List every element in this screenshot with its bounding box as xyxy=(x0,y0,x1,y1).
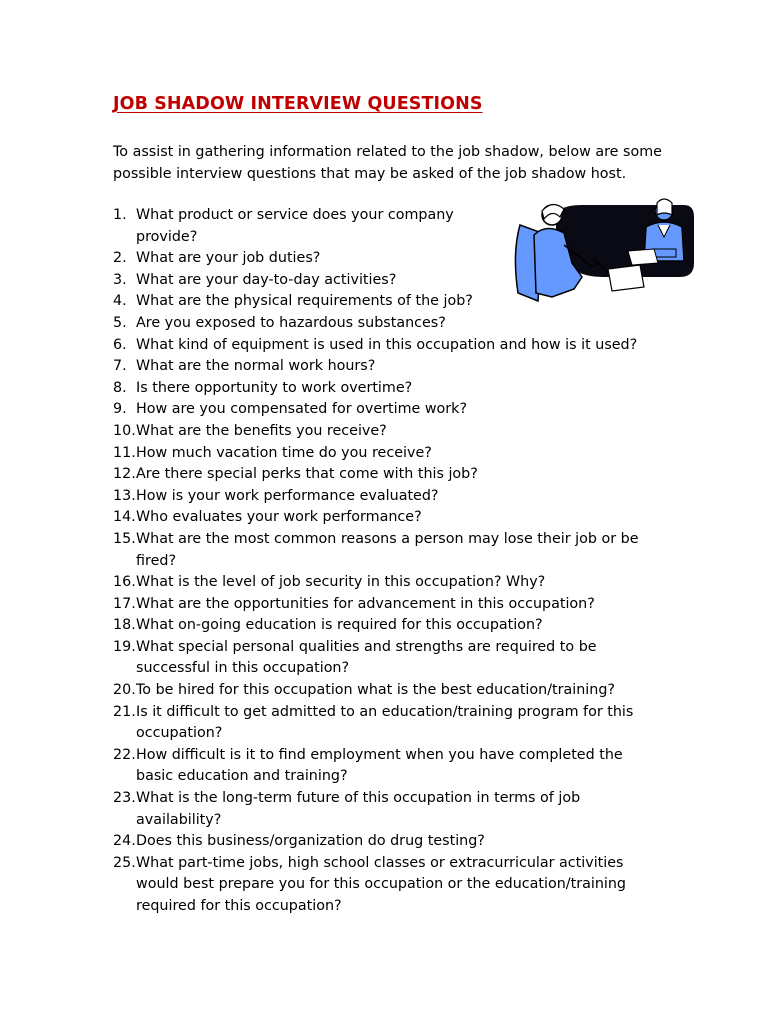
question-number: 7. xyxy=(113,358,127,375)
question-number: 3. xyxy=(113,271,127,288)
question-number: 19. xyxy=(113,638,136,655)
question-number: 4. xyxy=(113,293,127,310)
question-item xyxy=(113,702,658,745)
question-text: What on-going education is required for this occupation? xyxy=(136,617,543,634)
question-item xyxy=(113,248,658,270)
question-number: 1. xyxy=(113,207,127,223)
question-number: 11. xyxy=(113,444,136,461)
question-item xyxy=(113,399,658,421)
question-item xyxy=(113,205,658,248)
question-text: Does this business/organization do drug testing? xyxy=(136,833,485,850)
question-text: Is there opportunity to work overtime? xyxy=(136,379,413,396)
question-number: 10. xyxy=(113,422,136,439)
question-number: 17. xyxy=(113,595,136,612)
question-number: 8. xyxy=(113,379,127,396)
question-item xyxy=(113,615,658,637)
question-number: 21. xyxy=(113,703,136,720)
question-item xyxy=(113,443,658,465)
question-number: 9. xyxy=(113,401,127,418)
question-item xyxy=(113,464,658,486)
question-number: 23. xyxy=(113,790,136,807)
question-item xyxy=(113,637,658,680)
question-number: 16. xyxy=(113,574,136,591)
question-text: What are your job duties? xyxy=(136,250,321,267)
question-text: What are the physical requirements of the job? xyxy=(136,293,473,310)
question-text: Are there special perks that come with this job? xyxy=(136,466,478,483)
question-item xyxy=(113,594,658,616)
question-item xyxy=(113,486,658,508)
question-number: 6. xyxy=(113,336,127,353)
question-text: What are the most common reasons a person may lose their job or be fired? xyxy=(136,530,639,569)
question-number: 24. xyxy=(113,833,136,850)
question-number: 13. xyxy=(113,487,136,504)
intro-paragraph: To assist in gathering information related to the job shadow, below are some possible interview questions that may be asked of the job shadow host. xyxy=(113,144,662,182)
question-text: Are you exposed to hazardous substances? xyxy=(136,314,446,331)
question-item xyxy=(113,572,658,594)
question-item xyxy=(113,529,658,572)
question-item xyxy=(113,335,658,357)
question-item xyxy=(113,853,658,918)
question-text: Is it difficult to get admitted to an education/training program for this occupation? xyxy=(136,703,634,742)
question-text: What are the normal work hours? xyxy=(136,358,376,375)
question-number: 14. xyxy=(113,509,136,526)
question-text: What are your day-to-day activities? xyxy=(136,271,397,288)
question-number: 5. xyxy=(113,314,127,331)
question-item xyxy=(113,421,658,443)
question-number: 12. xyxy=(113,466,136,483)
question-item xyxy=(113,507,658,529)
question-text: How is your work performance evaluated? xyxy=(136,487,439,504)
question-text: What is the long-term future of this occupation in terms of job availability? xyxy=(136,790,581,828)
question-text: To be hired for this occupation what is the best education/training? xyxy=(136,682,615,699)
question-list xyxy=(113,205,658,918)
question-text: How much vacation time do you receive? xyxy=(136,444,432,461)
question-text: What product or service does your company provide? xyxy=(136,207,454,245)
question-item xyxy=(113,378,658,400)
question-text: Who evaluates your work performance? xyxy=(136,509,422,526)
question-text: What are the opportunities for advancement in this occupation? xyxy=(136,595,595,612)
question-item xyxy=(113,680,658,702)
question-item xyxy=(113,356,658,378)
question-text: What is the level of job security in this occupation? Why? xyxy=(136,574,546,591)
question-item xyxy=(113,313,658,335)
question-text: What kind of equipment is used in this occupation and how is it used? xyxy=(136,336,638,353)
page-title: JOB SHADOW INTERVIEW QUESTIONS xyxy=(113,94,483,114)
question-text: What special personal qualities and strengths are required to be successful in this occupation? xyxy=(136,638,597,677)
question-item xyxy=(113,291,658,313)
question-number: 2. xyxy=(113,250,127,267)
question-text: What are the benefits you receive? xyxy=(136,422,387,439)
question-item xyxy=(113,831,658,853)
question-text: How are you compensated for overtime work? xyxy=(136,401,468,418)
question-number: 22. xyxy=(113,746,136,763)
question-item xyxy=(113,745,658,788)
question-text: How difficult is it to find employment when you have completed the basic education and training? xyxy=(136,746,623,785)
question-item xyxy=(113,788,658,831)
question-text: What part-time jobs, high school classes or extracurricular activities would best prepare you for this occupation or the education/training required for this occupation? xyxy=(136,854,627,914)
question-number: 15. xyxy=(113,530,136,547)
question-number: 20. xyxy=(113,682,136,699)
question-number: 18. xyxy=(113,617,136,634)
question-number: 25. xyxy=(113,854,136,871)
question-item xyxy=(113,270,658,292)
